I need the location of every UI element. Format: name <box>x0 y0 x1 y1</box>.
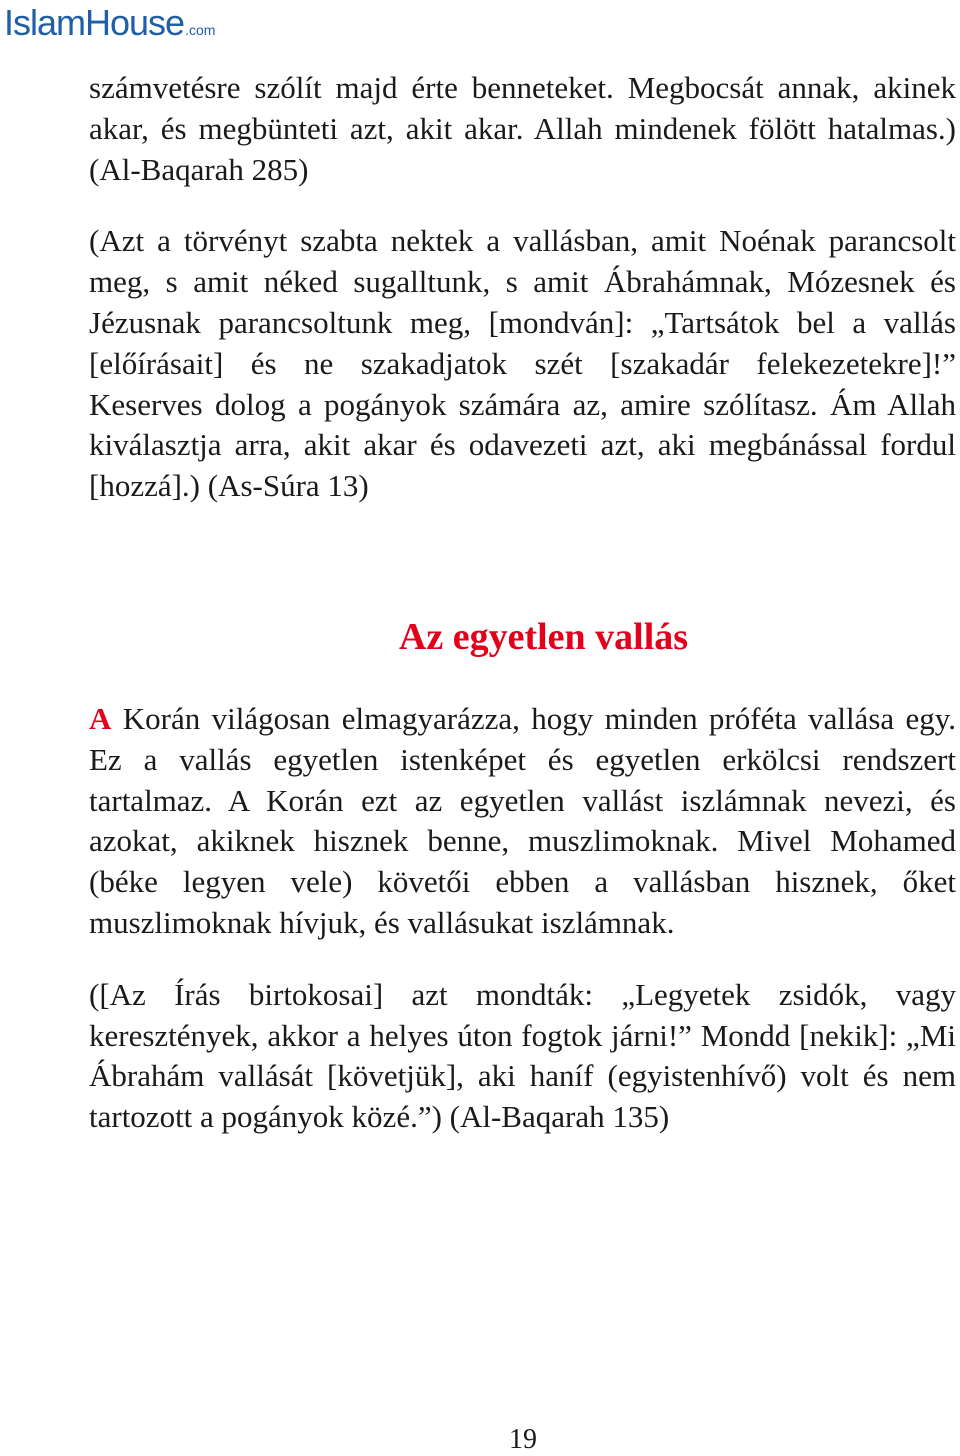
islamhouse-logo <box>4 2 215 42</box>
page-number: 19 <box>509 1424 537 1455</box>
logo-wordmark: IslamHouse <box>4 2 185 43</box>
logo-domain-suffix: .com <box>185 22 216 38</box>
intro-paragraph-2: (Azt a törvényt szabta nektek a vallásban, amit Noénak parancsolt meg, s amit néked sugalltunk, s amit Ábrahámnak, Mózesnek és Jézusnak parancsoltunk meg, [mondván]: „Tartsátok bel a vallás [előírásait] és ne szakadjatok szét [szakadár felekezetekre]!” Keserves dolog a pogányok számára az, amire szólítasz. Ám Allah kiválasztja arra, akit akar és odavezeti azt, aki megbánással fordul [hozzá].) (As-Súra 13) <box>89 223 956 504</box>
page-content <box>89 68 956 1138</box>
section-body <box>89 699 956 1138</box>
section-paragraph-2: ([Az Írás birtokosai] azt mondták: „Legyetek zsidók, vagy keresztények, akkor a helyes úton fogtok járni!” Mondd [nekik]: „Mi Ábrahám vallását [követjük], aki haníf (egyistenhívő) volt és nem tartozott a pogányok közé.”) (Al-Baqarah 135) <box>89 976 956 1135</box>
intro-paragraph-1: számvetésre szólít majd érte benneteket. Megbocsát annak, akinek akar, és megbünteti azt, akit akar. Allah mindenek fölött hatalmas.) (Al-Baqarah 285) <box>89 70 956 187</box>
section-paragraph-1-text: Korán világosan elmagyarázza, hogy minden próféta vallása egy. Ez a vallás egyetlen istenképet és egyetlen erkölcsi rendszert tartalmaz. A Korán ezt az egyetlen vallást iszlámnak nevezi, és azokat, akiknek hisznek benne, muszlimoknak. Mivel Mohamed (béke legyen vele) követői ebben a vallásban hisznek, őket muszlimoknak hívjuk, és vallásukat iszlámnak. <box>89 700 956 940</box>
drop-cap-letter: A <box>89 700 112 736</box>
section-heading: Az egyetlen vallás <box>398 615 689 658</box>
section-paragraph-1 <box>89 699 956 944</box>
